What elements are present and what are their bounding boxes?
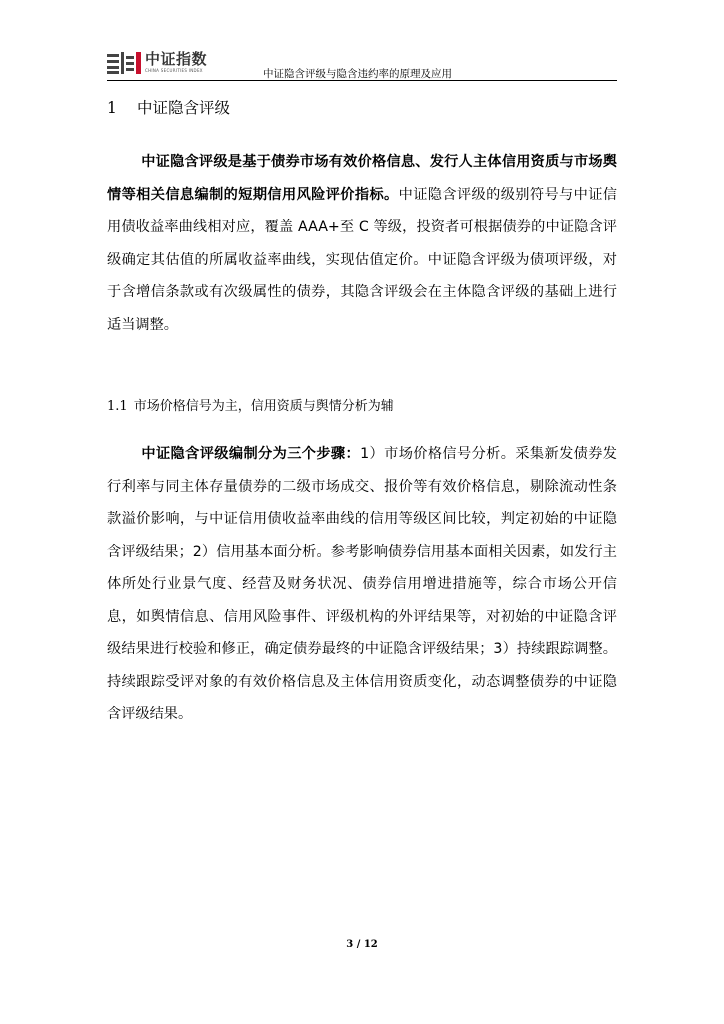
section-title-text: 中证隐含评级 [137, 99, 231, 117]
section-heading [107, 96, 230, 118]
logo-chinese-name: 中证指数 [145, 50, 208, 68]
page-number: 3 / 12 [346, 939, 378, 950]
paragraph-intro [107, 146, 617, 341]
paragraph-steps [107, 438, 617, 731]
logo [107, 52, 207, 78]
document-title: 中证隐含评级与隐含违约率的原理及应用 [263, 68, 452, 80]
subsection-number: 1.1 [107, 399, 128, 414]
paragraph-intro-body: 中证隐含评级的级别符号与中证信用债收益率曲线相对应，覆盖 AAA+至 C 等级，投资者可根据债券的中证隐含评级确定其估值的所属收益率曲线，实现估值定价。中证隐含评级为债项评级，对于含增信条款或有次级属性的债券，其隐含评级会在主体隐含评级的基础上进行适当调整。 [107, 186, 617, 333]
logo-english-name: CHINA SECURITIES INDEX [145, 68, 203, 73]
subsection-title-text: 市场价格信号为主，信用资质与舆情分析为辅 [133, 399, 394, 414]
paragraph-intro-lead: 中证隐含评级是基于债券市场有效价格信息、发行人主体信用资质与市场舆情等相关信息编制的短期信用风险评价指标。 [107, 154, 617, 203]
subsection-heading [107, 395, 394, 414]
page-header [107, 52, 617, 81]
paragraph-steps-lead: 中证隐含评级编制分为三个步骤： [141, 446, 361, 462]
section-number: 1 [107, 99, 117, 117]
paragraph-steps-body: 1）市场价格信号分析。采集新发债券发行利率与同主体存量债券的二级市场成交、报价等有效价格信息，剔除流动性条款溢价影响，与中证信用债收益率曲线的信用等级区间比较，判定初始的中证隐含评级结果；2）信用基本面分析。参考影响债券信用基本面相关因素，如发行主体所处行业景气度、经营及财务状况、债券信用增进措施等，综合市场公开信息，如舆情信息、信用风险事件、评级机构的外评结果等，对初始的中证隐含评级结果进行校验和修正，确定债券最终的中证隐含评级结果；3）持续跟踪调整。持续跟踪受评对象的有效价格信息及主体信用资质变化，动态调整债券的中证隐含评级结果。 [107, 446, 617, 722]
csi-logo-icon [107, 52, 141, 74]
